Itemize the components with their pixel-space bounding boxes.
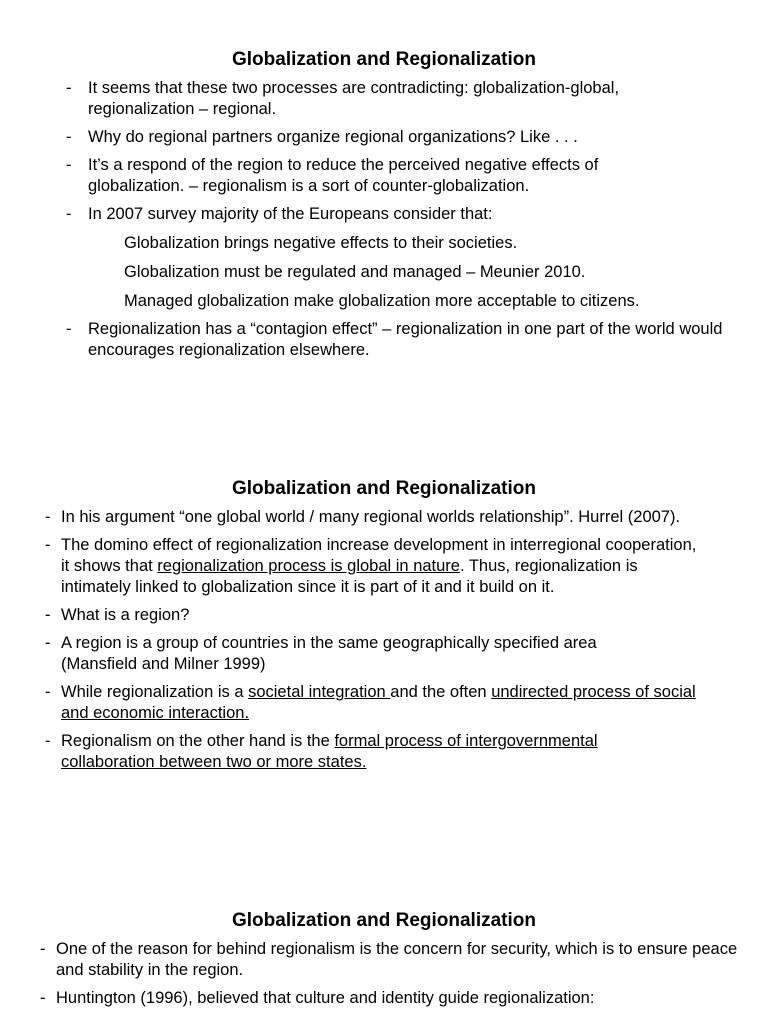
slide-3-title: Globalization and Regionalization: [231, 910, 536, 931]
list-item: [0, 204, 728, 225]
underlined-phrase: societal integration: [248, 683, 391, 701]
slide-2-title: Globalization and Regionalization: [231, 478, 536, 499]
bullet-text: One of the reason for behind regionalism is the concern for security, which is to ensure peace and stability in the region.: [56, 940, 738, 979]
slide-3: [0, 909, 768, 1009]
slide-2: [0, 477, 768, 773]
dash-marker: -: [40, 989, 46, 1007]
dash-marker: -: [66, 79, 72, 97]
underlined-phrase: undirected process of social and economic interaction.: [61, 683, 696, 722]
bullet-text: What is a region?: [61, 606, 190, 624]
slide-1-title: Globalization and Regionalization: [231, 49, 536, 70]
slide-1-bullet-list-end: [0, 319, 768, 361]
dash-marker: -: [45, 683, 51, 701]
list-item: [0, 605, 701, 626]
list-item: [0, 633, 651, 675]
slide-1-bullet-list: [0, 78, 768, 225]
list-item: [0, 319, 728, 361]
bullet-text: In his argument “one global world / many regional worlds relationship”. Hurrel (2007).: [61, 508, 681, 526]
text-run: While regionalization is a: [61, 683, 249, 701]
bullet-text: Huntington (1996), believed that culture and identity guide regionalization:: [56, 989, 595, 1007]
slide-2-bullet-list: [0, 507, 768, 773]
survey-sub-items: [0, 233, 768, 312]
underlined-phrase: regionalization process is global in nature: [157, 557, 460, 575]
text-run: The domino effect of regionalization increase development in interregional cooperation, it shows that: [61, 536, 697, 575]
list-item: [0, 78, 688, 120]
list-item: [0, 127, 728, 148]
slide-3-bullet-list: [0, 939, 768, 1009]
list-item: [0, 535, 701, 598]
sub-item: Managed globalization make globalization more acceptable to citizens.: [124, 292, 640, 310]
slide-1: [0, 48, 768, 361]
dash-marker: -: [45, 732, 51, 750]
bullet-text: Regionalization has a “contagion effect” – regionalization in one part of the world would encourages regionalization elsewhere.: [88, 320, 723, 359]
list-item: [0, 939, 746, 981]
sub-item: Globalization must be regulated and managed – Meunier 2010.: [124, 263, 586, 281]
dash-marker: -: [66, 128, 72, 146]
list-item: [0, 507, 691, 528]
list-item: [0, 988, 746, 1009]
text-run: and the often: [390, 683, 492, 701]
bullet-text: It seems that these two processes are contradicting: globalization-global, regionalization – regional.: [88, 79, 620, 118]
sub-item: Globalization brings negative effects to their societies.: [124, 234, 518, 252]
underlined-phrase: formal process of intergovernmental collaboration between two or more states.: [61, 732, 598, 771]
dash-marker: -: [45, 634, 51, 652]
bullet-text: [61, 732, 598, 771]
dash-marker: -: [66, 156, 72, 174]
bullet-text: [61, 536, 696, 596]
dash-marker: -: [66, 320, 72, 338]
dash-marker: -: [45, 536, 51, 554]
text-run: Regionalism on the other hand is the: [61, 732, 335, 750]
list-item: [0, 682, 701, 724]
bullet-text: Why do regional partners organize regional organizations? Like . . .: [88, 128, 578, 146]
text-run: . Thus, regionalization is intimately linked to globalization since it is part of it and it build on it.: [61, 557, 638, 596]
bullet-text: A region is a group of countries in the same geographically specified area (Mansfield and Milner 1999): [61, 634, 597, 673]
dash-marker: -: [45, 606, 51, 624]
list-item: [0, 731, 651, 773]
bullet-text: In 2007 survey majority of the Europeans consider that:: [88, 205, 493, 223]
bullet-text: It’s a respond of the region to reduce the perceived negative effects of globalization. – regionalism is a sort of counter-globalization.: [88, 156, 599, 195]
bullet-text: [61, 683, 696, 722]
dash-marker: -: [45, 508, 51, 526]
dash-marker: -: [66, 205, 72, 223]
dash-marker: -: [40, 940, 46, 958]
list-item: [0, 155, 658, 197]
